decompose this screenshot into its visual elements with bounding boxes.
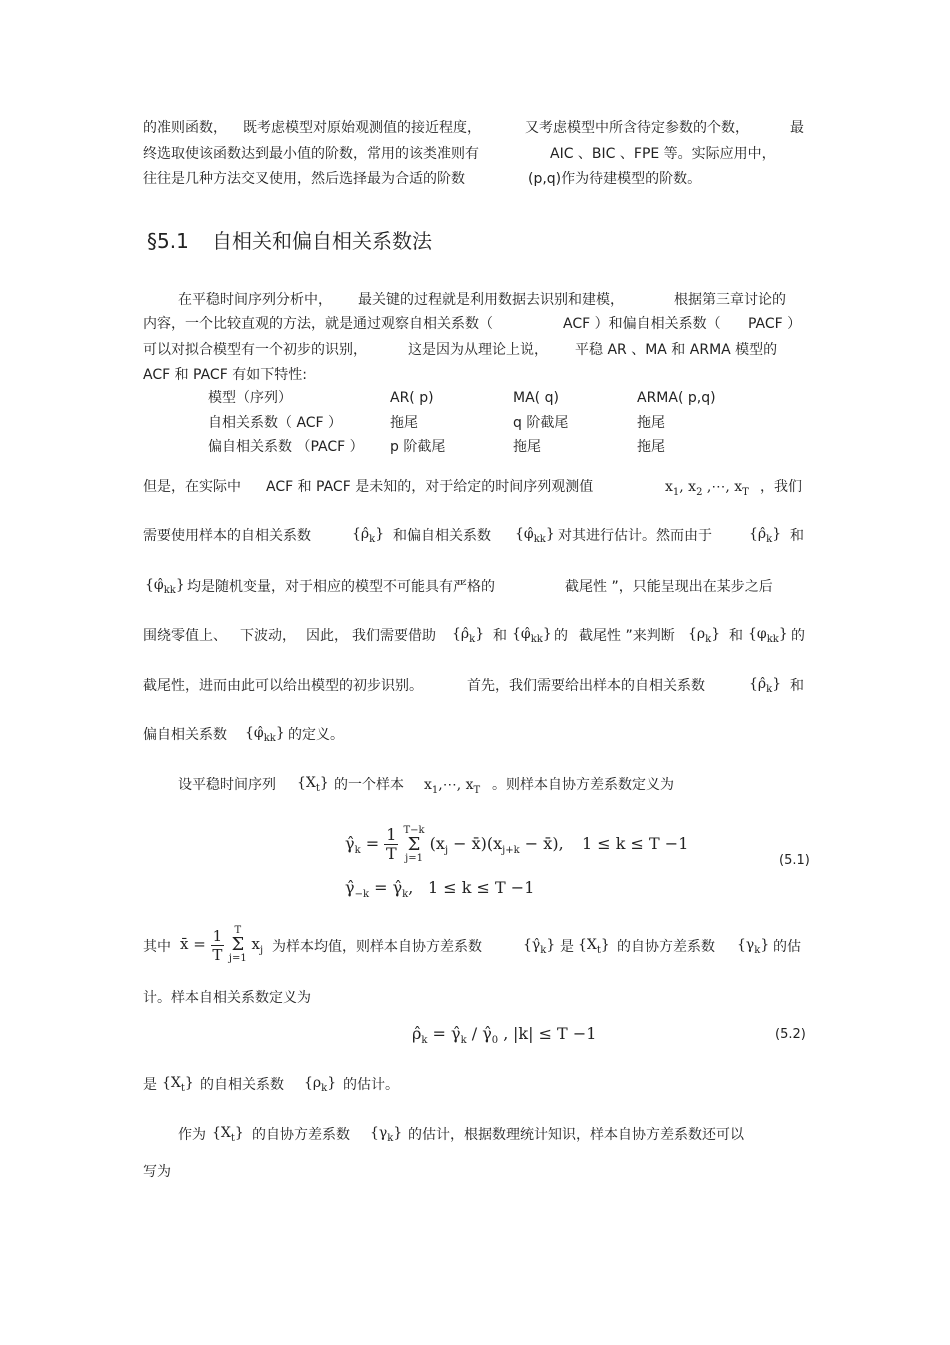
p1-line-1a: 在平稳时间序列分析中， xyxy=(178,292,332,308)
p2-line-2c: 对其进行估计。然而由于 xyxy=(558,528,712,544)
p1-line-3a: 可以对拟合模型有一个初步的识别， xyxy=(143,342,367,358)
p4-line-1c: 是 xyxy=(560,939,574,955)
math-sample-mean: x̄ = $\frac{1}{T}$ T Σ j=1 $x_j$ xyxy=(180,925,264,964)
math-sample: $x_1,\cdots$, $x_T$ xyxy=(424,777,481,796)
equation-number: (5.2) xyxy=(775,1027,806,1042)
equation-number: (5.1) xyxy=(779,853,810,868)
p1-line-1c: 根据第三章讨论的 xyxy=(674,292,786,308)
p4-line-1a: 其中 xyxy=(143,939,171,955)
p2-line-3a: 均是随机变量，对于相应的模型不可能具有严格的 xyxy=(187,579,495,595)
p2-line-4i: 的 xyxy=(791,628,805,644)
table-header: ARMA( p,q) xyxy=(637,390,716,406)
equation-5-1-line-2: $\gammâ_{-k}$ = $\gammâ_k$, xyxy=(345,878,414,901)
p2-line-5a: 截尾性，进而由此可以给出模型的初步识别。 xyxy=(143,678,423,694)
intro-line-1d xyxy=(790,118,804,138)
p2-line-4g: 截尾性 ”来判断 xyxy=(579,628,675,644)
intro-line-2 xyxy=(143,144,479,164)
math-series-X: $\{X_t\}$ xyxy=(162,1075,194,1094)
math-series-X: $\{X_t\}$ xyxy=(297,775,329,794)
math-phi-hat: $\{\varphî_{kk}\}$ xyxy=(145,577,185,596)
math-rho-hat: $\{\rhô_k\}$ xyxy=(452,626,485,645)
table-cell: q 阶截尾 xyxy=(513,415,569,431)
table-header: MA( q) xyxy=(513,390,559,406)
equation-5-1-cond-2: 1 ≤ k ≤ T −1 xyxy=(428,878,535,897)
intro-line-3b xyxy=(528,169,701,189)
equation-5-1-cond-1: 1 ≤ k ≤ T −1 xyxy=(582,834,689,853)
p1-line-2c: PACF ） xyxy=(748,316,802,332)
equation-5-1-line-1: $\gammâ_k$ = $\frac{1}{T}$ T−k Σ j=1 ($x_j$ − $x̄)(x_{j+k}$ − x̄), xyxy=(345,824,564,864)
math-rho-hat: $\{\rhô_k\}$ xyxy=(749,676,782,695)
p1-line-3b: 这是因为从理论上说， xyxy=(408,342,548,358)
math-rho: $\{\rho_k\}$ xyxy=(688,626,721,645)
math-phi-hat: $\{\varphî_{kk}\}$ xyxy=(515,526,555,545)
p2-line-1a: 但是，在实际中 xyxy=(143,479,241,495)
math-phi-hat: $\{\varphî_{kk}\}$ xyxy=(245,725,285,744)
math-observations: $x_1$, $x_2$ ,⋯, $x_T$ xyxy=(665,479,749,498)
table-cell: 自相关系数（ ACF ） xyxy=(208,415,343,431)
intro-text: 终选取使该函数达到最小值的阶数，常用的该类准则有 xyxy=(143,146,479,162)
p2-line-1b: ACF 和 PACF 是未知的，对于给定的时间序列观测值 xyxy=(266,479,594,495)
equation-5-2-cond: |k| ≤ T −1 xyxy=(513,1024,597,1043)
p5-line-1b: 的自相关系数 xyxy=(200,1077,284,1093)
p2-line-1c: ，我们 xyxy=(760,479,802,495)
p1-line-2b: ACF ）和偏自相关系数（ xyxy=(563,316,721,332)
equation-5-2: $\rhô_k$ = $\gammâ_k$ / $\gammâ_0$ , xyxy=(412,1024,509,1047)
p2-line-2a: 需要使用样本的自相关系数 xyxy=(143,528,311,544)
intro-text: AIC 、BIC 、FPE 等。实际应用中， xyxy=(550,146,776,162)
intro-text: 的准则函数， xyxy=(143,120,227,136)
intro-text: 既考虑模型对原始观测值的接近程度， xyxy=(243,120,481,136)
intro-line-1 xyxy=(143,118,227,138)
p6-line-1a: 作为 xyxy=(178,1127,206,1143)
table-cell: 拖尾 xyxy=(637,439,665,455)
math-rho-hat: $\{\rhô_k\}$ xyxy=(352,526,385,545)
table-cell: 拖尾 xyxy=(637,415,665,431)
p2-line-6b: 的定义。 xyxy=(288,727,344,743)
p3-line-1c: 。则样本自协方差系数定义为 xyxy=(492,777,674,793)
table-cell: 拖尾 xyxy=(513,439,541,455)
math-gamma: $\{\gamma_k\}$ xyxy=(737,937,770,956)
math-phi-hat: $\{\varphî_{kk}\}$ xyxy=(512,626,552,645)
p1-line-4: ACF 和 PACF 有如下特性: xyxy=(143,367,307,383)
p4-line-1b: 为样本均值，则样本自协方差系数 xyxy=(272,939,482,955)
p2-line-3b: 截尾性 ”，只能呈现出在某步之后 xyxy=(565,579,773,595)
p2-line-4a: 围绕零值上、 xyxy=(143,628,227,644)
p4-line-1d: 的自协方差系数 xyxy=(617,939,715,955)
math-series-X: $\{X_t\}$ xyxy=(212,1125,244,1144)
p3-line-1b: 的一个样本 xyxy=(334,777,404,793)
p4-line-1e: 的估 xyxy=(773,939,801,955)
p2-line-4e: 和 xyxy=(493,628,507,644)
math-rho: $\{\rho_k\}$ xyxy=(304,1075,337,1094)
p1-line-1b: 最关键的过程就是利用数据去识别和建模， xyxy=(358,292,624,308)
math-series-X: $\{X_t\}$ xyxy=(578,937,610,956)
p2-line-6a: 偏自相关系数 xyxy=(143,727,227,743)
table-header: 模型（序列） xyxy=(208,390,292,406)
math-phi: $\{\varphi_{kk}\}$ xyxy=(748,626,788,645)
math-gamma-hat: $\{\gammâ_k\}$ xyxy=(523,937,556,956)
p3-line-1a: 设平稳时间序列 xyxy=(178,777,276,793)
p2-line-4c: 因此， xyxy=(306,628,348,644)
p6-line-2: 写为 xyxy=(143,1164,171,1180)
table-cell: p 阶截尾 xyxy=(390,439,446,455)
p6-line-1c: 的估计，根据数理统计知识，样本自协方差系数还可以 xyxy=(408,1127,744,1143)
p2-line-4d: 我们需要借助 xyxy=(352,628,436,644)
p2-line-4h: 和 xyxy=(729,628,743,644)
math-rho-hat: $\{\rhô_k\}$ xyxy=(749,526,782,545)
intro-line-1c xyxy=(525,118,749,138)
p2-line-2d: 和 xyxy=(790,528,804,544)
p2-line-5c: 和 xyxy=(790,678,804,694)
p1-line-3c: 平稳 AR 、MA 和 ARMA 模型的 xyxy=(575,342,778,358)
section-title: 自相关和偏自相关系数法 xyxy=(212,229,432,253)
p2-line-4f: 的 xyxy=(554,628,568,644)
p4-line-2: 计。样本自相关系数定义为 xyxy=(143,990,311,1006)
p5-line-1c: 的估计。 xyxy=(343,1077,399,1093)
p2-line-5b: 首先，我们需要给出样本的自相关系数 xyxy=(467,678,705,694)
intro-line-3 xyxy=(143,169,465,189)
p2-line-2b: 和偏自相关系数 xyxy=(393,528,491,544)
intro-text: 又考虑模型中所含待定参数的个数， xyxy=(525,120,749,136)
intro-text: 往往是几种方法交叉使用，然后选择最为合适的阶数 xyxy=(143,171,465,187)
intro-text: 最 xyxy=(790,120,804,136)
intro-line-2b xyxy=(550,144,776,164)
intro-text: (p,q)作为待建模型的阶数。 xyxy=(528,171,702,187)
section-number: §5.1 xyxy=(147,229,189,253)
p6-line-1b: 的自协方差系数 xyxy=(252,1127,350,1143)
p5-line-1a: 是 xyxy=(143,1077,157,1093)
table-cell: 偏自相关系数 （PACF ） xyxy=(208,439,364,455)
intro-line-1b xyxy=(243,118,481,138)
table-cell: 拖尾 xyxy=(390,415,418,431)
table-header: AR( p) xyxy=(390,390,434,406)
p1-line-2a: 内容，一个比较直观的方法，就是通过观察自相关系数（ xyxy=(143,316,493,332)
p2-line-4b: 下波动， xyxy=(240,628,296,644)
math-gamma: $\{\gamma_k\}$ xyxy=(370,1125,403,1144)
